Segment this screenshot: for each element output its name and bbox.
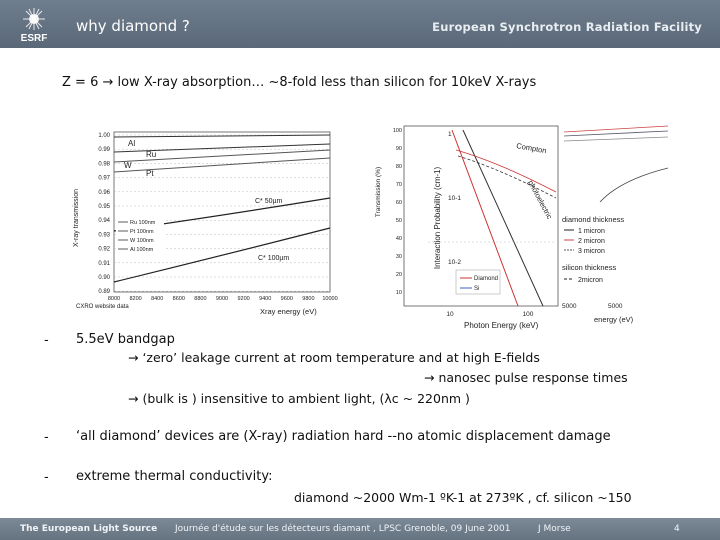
x-tick-label: 9200	[237, 296, 250, 302]
page-number: 4	[674, 524, 680, 534]
pulse-line: → nanosec pulse response times	[424, 370, 628, 385]
y-tick-label: 0.94	[98, 218, 110, 225]
label-ru: Ru	[146, 150, 157, 159]
note-c100: C* 100µm	[258, 255, 290, 262]
y-axis-left-label: Transmission (%)	[375, 166, 382, 218]
x-tick-label: 10000	[322, 296, 338, 302]
x-tick-label: 9000	[215, 296, 229, 302]
y-tick-label: 100	[392, 128, 402, 134]
x-tick-label: 8400	[151, 296, 164, 302]
bullet-dash-1: -	[44, 333, 49, 348]
intro-line: Z = 6 → low X-ray absorption… ~8-fold less than silicon for 10keV X-rays	[62, 75, 537, 90]
legend3-2micron: 2 micron	[578, 238, 605, 245]
esrf-logo	[10, 4, 58, 44]
legend-ru: Ru 100nm	[130, 220, 156, 226]
x-tick-label: 9600	[280, 296, 293, 302]
y-tick-label: 0.99	[98, 147, 110, 154]
y-tick-label: 90	[395, 146, 402, 152]
decade-tick-label: 10-1	[448, 195, 462, 202]
x-tick-label: 8800	[194, 296, 207, 302]
decade-tick-label: 10-2	[448, 259, 462, 266]
x-axis-label: Photon Energy (keV)	[464, 321, 539, 330]
x-tick-label: 9800	[302, 296, 315, 302]
x-axis-label-3: energy (eV)	[594, 315, 634, 324]
interaction-chart	[368, 122, 568, 332]
y-axis-right-label: Interaction Probability (cm-1)	[433, 166, 442, 270]
y-axis-label: X-ray transmission	[73, 189, 80, 247]
x-axis-label: Xray energy (eV)	[260, 307, 317, 316]
radiation-hard-line: ‘all diamond’ devices are (X-ray) radiation hard --no atomic displacement damage	[76, 429, 611, 444]
y-tick-label: 60	[395, 200, 402, 206]
credit-text: CXRO website data	[76, 304, 129, 310]
legend3-1micron: 1 micron	[578, 228, 605, 235]
transmission-chart	[70, 128, 340, 320]
legend3-title2: silicon thickness	[562, 263, 617, 272]
x-tick-label: 100	[522, 311, 534, 318]
slide-title: why diamond ?	[76, 17, 190, 35]
xtick3-b: 5000	[608, 303, 623, 310]
y-tick-label: 0.97	[98, 175, 110, 182]
legend-pt: Pt 100nm	[130, 229, 154, 235]
y-tick-label: 70	[395, 182, 402, 188]
y-tick-label: 30	[395, 254, 402, 260]
bullet-dash-2: -	[44, 430, 49, 445]
x-tick-label: 9400	[259, 296, 272, 302]
y-tick-label: 0.90	[98, 275, 110, 281]
y-tick-label: 0.98	[98, 161, 110, 168]
x-tick-label: 8200	[129, 296, 142, 302]
footer-event: Journée d'étude sur les détecteurs diamant , LPSC Grenoble, 09 June 2001	[175, 524, 511, 534]
organization-name: European Synchrotron Radiation Facility	[432, 20, 702, 34]
y-tick-label: 80	[395, 164, 402, 170]
legend3-3micron: 3 micron	[578, 248, 605, 255]
legend-diamond: Diamond	[474, 276, 499, 282]
legend3-title1: diamond thickness	[562, 215, 625, 224]
y-tick-label: 0.93	[98, 232, 110, 239]
y-tick-label: 10	[395, 290, 402, 296]
y-tick-label: 20	[395, 272, 402, 278]
thermal-line: extreme thermal conductivity:	[76, 469, 273, 484]
y-tick-label: 1.00	[98, 133, 110, 139]
photoelectric-label: photoelectric	[526, 178, 555, 221]
y-tick-label: 0.95	[98, 204, 110, 210]
legend-si: Si	[474, 286, 480, 292]
y-tick-label: 0.92	[98, 246, 110, 253]
footer-bar	[0, 518, 720, 540]
label-w: W	[124, 161, 132, 170]
legend-w: W 100nm	[130, 238, 154, 244]
legend3-si: 2micron	[578, 277, 603, 284]
bandgap-line: 5.5eV bandgap	[76, 332, 175, 347]
xtick3-a: 5000	[562, 303, 577, 310]
ambient-light-line: → (bulk is ) insensitive to ambient light, (λc ~ 220nm )	[128, 391, 470, 406]
logo-text: ESRF	[20, 33, 48, 44]
bullet-dash-3: -	[44, 470, 49, 485]
x-tick-label: 8000	[107, 296, 121, 302]
y-tick-label: 50	[395, 218, 402, 224]
footer-author: J Morse	[538, 524, 571, 534]
footer-left: The European Light Source	[20, 524, 158, 534]
y-tick-label: 0.91	[98, 260, 110, 267]
legend-al: Al 100nm	[130, 247, 154, 253]
x-tick-label: 10	[446, 311, 454, 318]
y-tick-label: 40	[395, 236, 402, 242]
x-tick-label: 8600	[172, 296, 185, 302]
leakage-line	[128, 350, 540, 365]
y-tick-label: 0.96	[98, 189, 110, 196]
thickness-chart	[560, 122, 670, 327]
header-bar	[0, 0, 720, 48]
y-tick-label: 0.89	[98, 289, 110, 296]
compton-label: Compton	[515, 141, 548, 156]
label-al: Al	[128, 139, 136, 148]
thermal-values-line: diamond ~2000 Wm-1 ºK-1 at 273ºK , cf. silicon ~150	[294, 490, 632, 505]
decade-tick-label: 1	[448, 131, 452, 138]
note-c50: C* 50µm	[255, 198, 283, 205]
label-pt: Pt	[146, 169, 154, 178]
leakage-text: → ‘zero’ leakage current at room temperature and at high E-fields	[128, 350, 540, 365]
